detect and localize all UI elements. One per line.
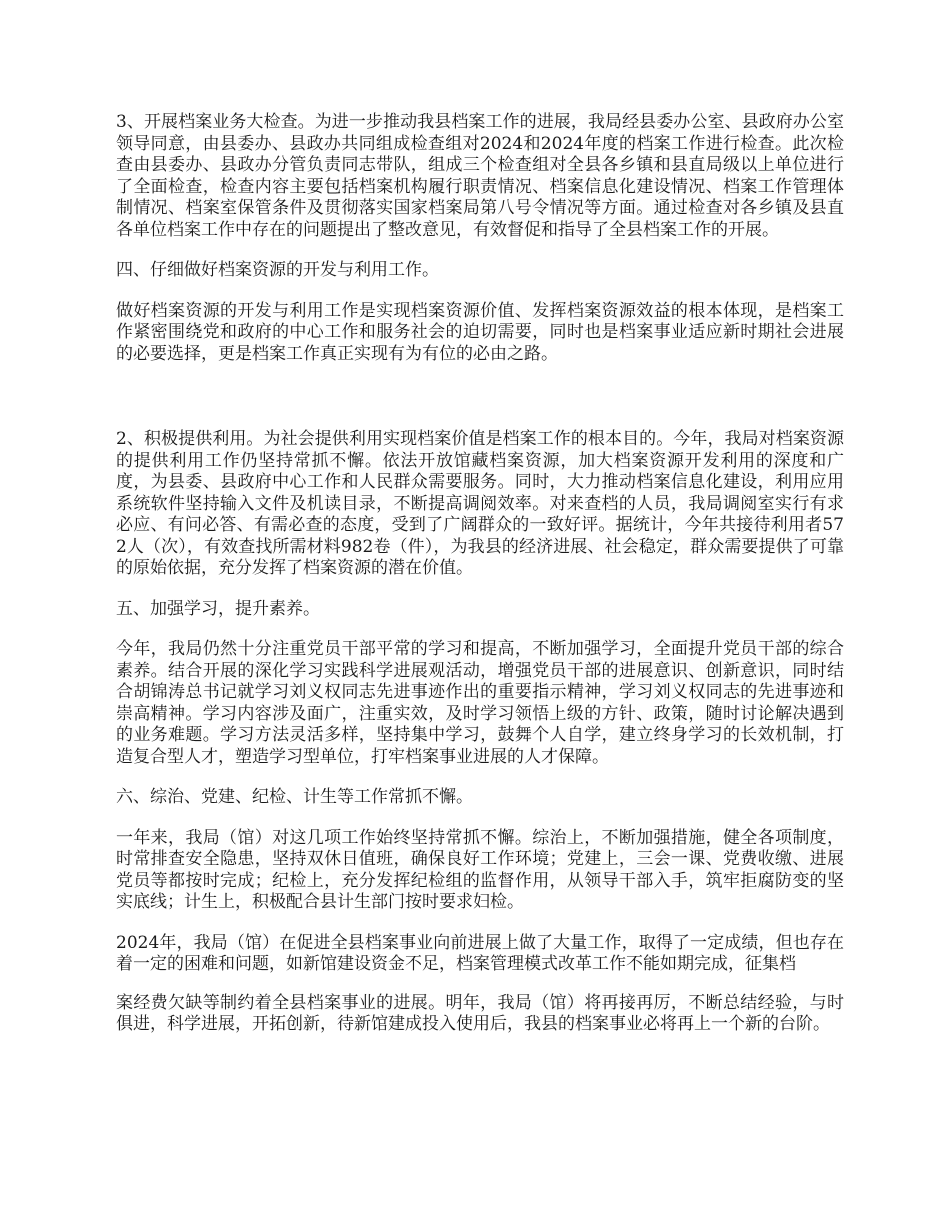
document-body [116,112,844,1055]
paragraph-party-work: 一年来，我局（馆）对这几项工作始终坚持常抓不懈。综治上，不断加强措施，健全各项制度，时常排查安全隐患，坚持双休日值班，确保良好工作环境；党建上，三会一课、党费收缴、进展党员等都按时完成；纪检上，充分发挥纪检组的监督作用，从领导干部入手，筑牢拒腐防变的坚实底线；计生上，积极配合县计生部门按时要求妇检。 [116,827,844,912]
paragraph-study: 今年，我局仍然十分注重党员干部平常的学习和提高，不断加强学习，全面提升党员干部的综合素养。结合开展的深化学习实践科学进展观活动，增强党员干部的进展意识、创新意识，同时结合胡锦涛总书记就学习刘义权同志先进事迹作出的重要指示精神，学习刘义权同志的先进事迹和崇高精神。学习内容涉及面广，注重实效，及时学习领悟上级的方针、政策，随时讨论解决遇到的业务难题。学习方法灵活多样，坚持集中学习，鼓舞个人自学，建立终身学习的长效机制，打造复合型人才，塑造学习型单位，打牢档案事业进展的人才保障。 [116,639,844,767]
heading-section-four: 四、仔细做好档案资源的开发与利用工作。 [116,260,439,280]
paragraph-inspection: 3、开展档案业务大检查。为进一步推动我县档案工作的进展，我局经县委办公室、县政府办公室领导同意，由县委办、县政办共同组成检查组对2024和2024年度的档案工作进行检查。此次检查由县委办、县政办分管负责同志带队，组成三个检查组对全县各乡镇和县直局级以上单位进行了全面检查，检查内容主要包括档案机构履行职责情况、档案信息化建设情况、档案工作管理体制情况、档案室保管条件及贯彻落实国家档案局第八号令情况等方面。通过检查对各乡镇及县直各单位档案工作中存在的问题提出了整改意见，有效督促和指导了全县档案工作的开展。 [116,112,844,240]
paragraph-outlook: 案经费欠缺等制约着全县档案事业的进展。明年，我局（馆）将再接再厉，不断总结经验，与时俱进，科学进展，开拓创新，待新馆建成投入使用后，我县的档案事业必将再上一个新的台阶。 [116,992,844,1034]
paragraph-resource-development: 做好档案资源的开发与利用工作是实现档案资源价值、发挥档案资源效益的根本体现，是档案工作紧密围绕党和政府的中心工作和服务社会的迫切需要，同时也是档案事业适应新时期社会进展的必要选择，更是档案工作真正实现有为有位的必由之路。 [116,300,844,364]
paragraph-provide-utilization: 2、积极提供利用。为社会提供利用实现档案价值是档案工作的根本目的。今年，我局对档案资源的提供利用工作仍坚持常抓不懈。依法开放馆藏档案资源，加大档案资源开发利用的深度和广度，为县委、县政府中心工作和人民群众需要服务。同时，大力推动档案信息化建设，利用应用系统软件坚持输入文件及机读目录，不断提高调阅效率。对来查档的人员，我局调阅室实行有求必应、有问必答、有需必查的态度，受到了广阔群众的一致好评。据统计，今年共接待利用者572人（次），有效查找所需材料982卷（件），为我县的经济进展、社会稳定，群众需要提供了可靠的原始依据，充分发挥了档案资源的潜在价值。 [116,429,844,578]
heading-section-six: 六、综治、党建、纪检、计生等工作常抓不懈。 [116,787,473,807]
heading-section-five: 五、加强学习，提升素养。 [116,598,320,619]
paragraph-summary: 2024年，我局（馆）在促进全县档案事业向前进展上做了大量工作，取得了一定成绩，但也存在着一定的困难和问题，如新馆建设资金不足，档案管理模式改革工作不能如期完成，征集档 [116,932,844,974]
